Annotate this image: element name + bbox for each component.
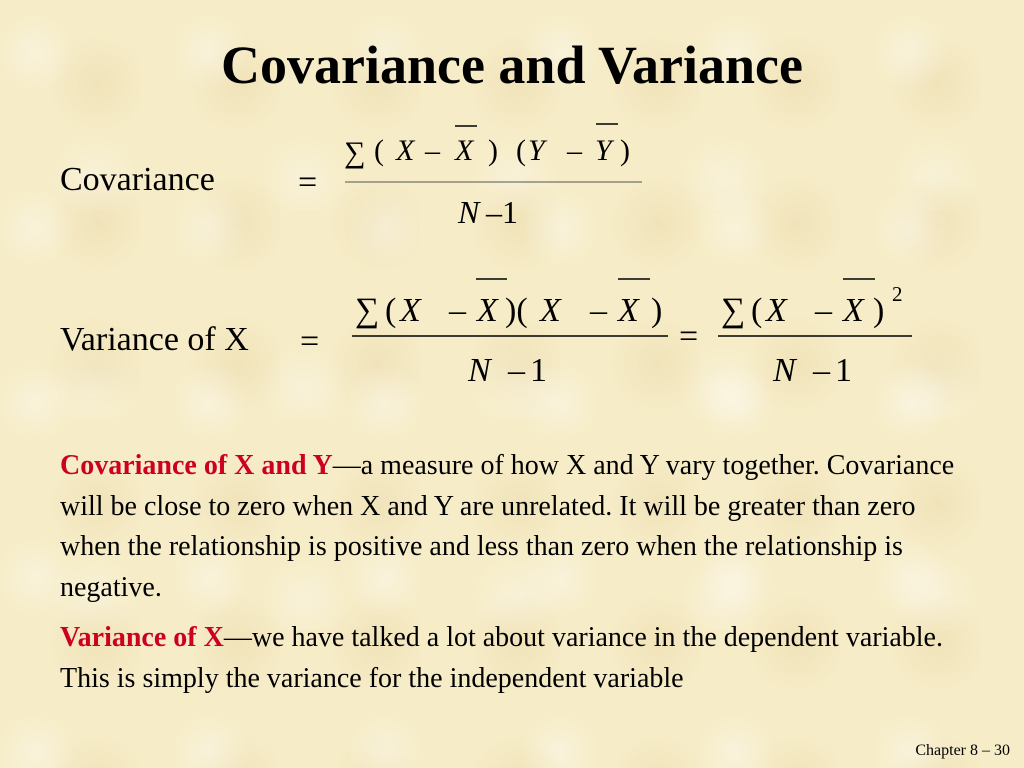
svg-text:1: 1 [835,352,852,389]
svg-text:(: ( [516,134,526,167]
svg-text:): ) [620,134,630,167]
svg-text:N: N [773,352,796,389]
covariance-description: —a measure of how X and Y vary together. Covariance will be close to zero when X and Y are unrelated. It will be greater than zero when the relationship is positive and less than zero when the relationship is negative. [60,450,955,603]
svg-text:N: N [468,352,491,389]
svg-text:): ) [488,134,498,167]
variance-definition [60,618,980,699]
svg-text:(: ( [385,292,397,329]
svg-text:X: X [843,292,864,329]
covariance-definition [60,446,980,608]
svg-text:X: X [618,292,639,329]
svg-text:X: X [477,292,498,329]
svg-text:–: – [567,134,582,167]
variance-numerator-1 [355,279,662,329]
variance-mid-equals: = [679,318,699,355]
covariance-denominator [457,194,518,230]
svg-text:∑: ∑ [721,292,746,329]
covariance-equals-sign: = [298,164,318,201]
svg-text:Y: Y [528,134,545,167]
svg-text:–: – [815,292,832,329]
svg-text:–: – [813,352,830,389]
variance-denominator-2 [772,352,852,389]
svg-text:X: X [540,292,561,329]
svg-text:–: – [508,352,525,389]
variance-term: Variance of X [60,622,224,653]
slide-footer: Chapter 8 – 30 [915,742,1010,759]
variance-numerator-2 [721,279,903,329]
svg-text:–: – [590,292,607,329]
covariance-numerator [344,124,630,169]
svg-text:(: ( [374,134,384,167]
variance-denominator-1 [467,352,547,389]
svg-text:∑: ∑ [344,136,366,169]
svg-text:–1: –1 [486,194,518,230]
svg-text:N: N [458,194,480,230]
svg-text:X: X [766,292,787,329]
svg-text:X: X [400,292,421,329]
variance-description: —we have talked a lot about variance in the dependent variable. This is simply the variance for the independent variable [60,622,943,694]
svg-text:): ) [651,292,663,329]
svg-text:X: X [396,134,415,167]
svg-text:1: 1 [530,352,547,389]
svg-text:2: 2 [892,282,903,306]
covariance-label: Covariance [60,161,215,198]
svg-text:–: – [425,134,440,167]
svg-text:X: X [455,134,474,167]
svg-text:∑: ∑ [355,292,380,329]
variance-equals-sign: = [300,323,320,360]
slide-title: Covariance and Variance [220,35,803,95]
covariance-term: Covariance of X and Y [60,450,333,481]
variance-label: Variance of X [60,321,249,358]
svg-text:): ) [873,292,885,329]
svg-text:Y: Y [595,134,612,167]
svg-text:(: ( [751,292,763,329]
svg-text:–: – [449,292,466,329]
svg-text:)(: )( [505,292,528,329]
